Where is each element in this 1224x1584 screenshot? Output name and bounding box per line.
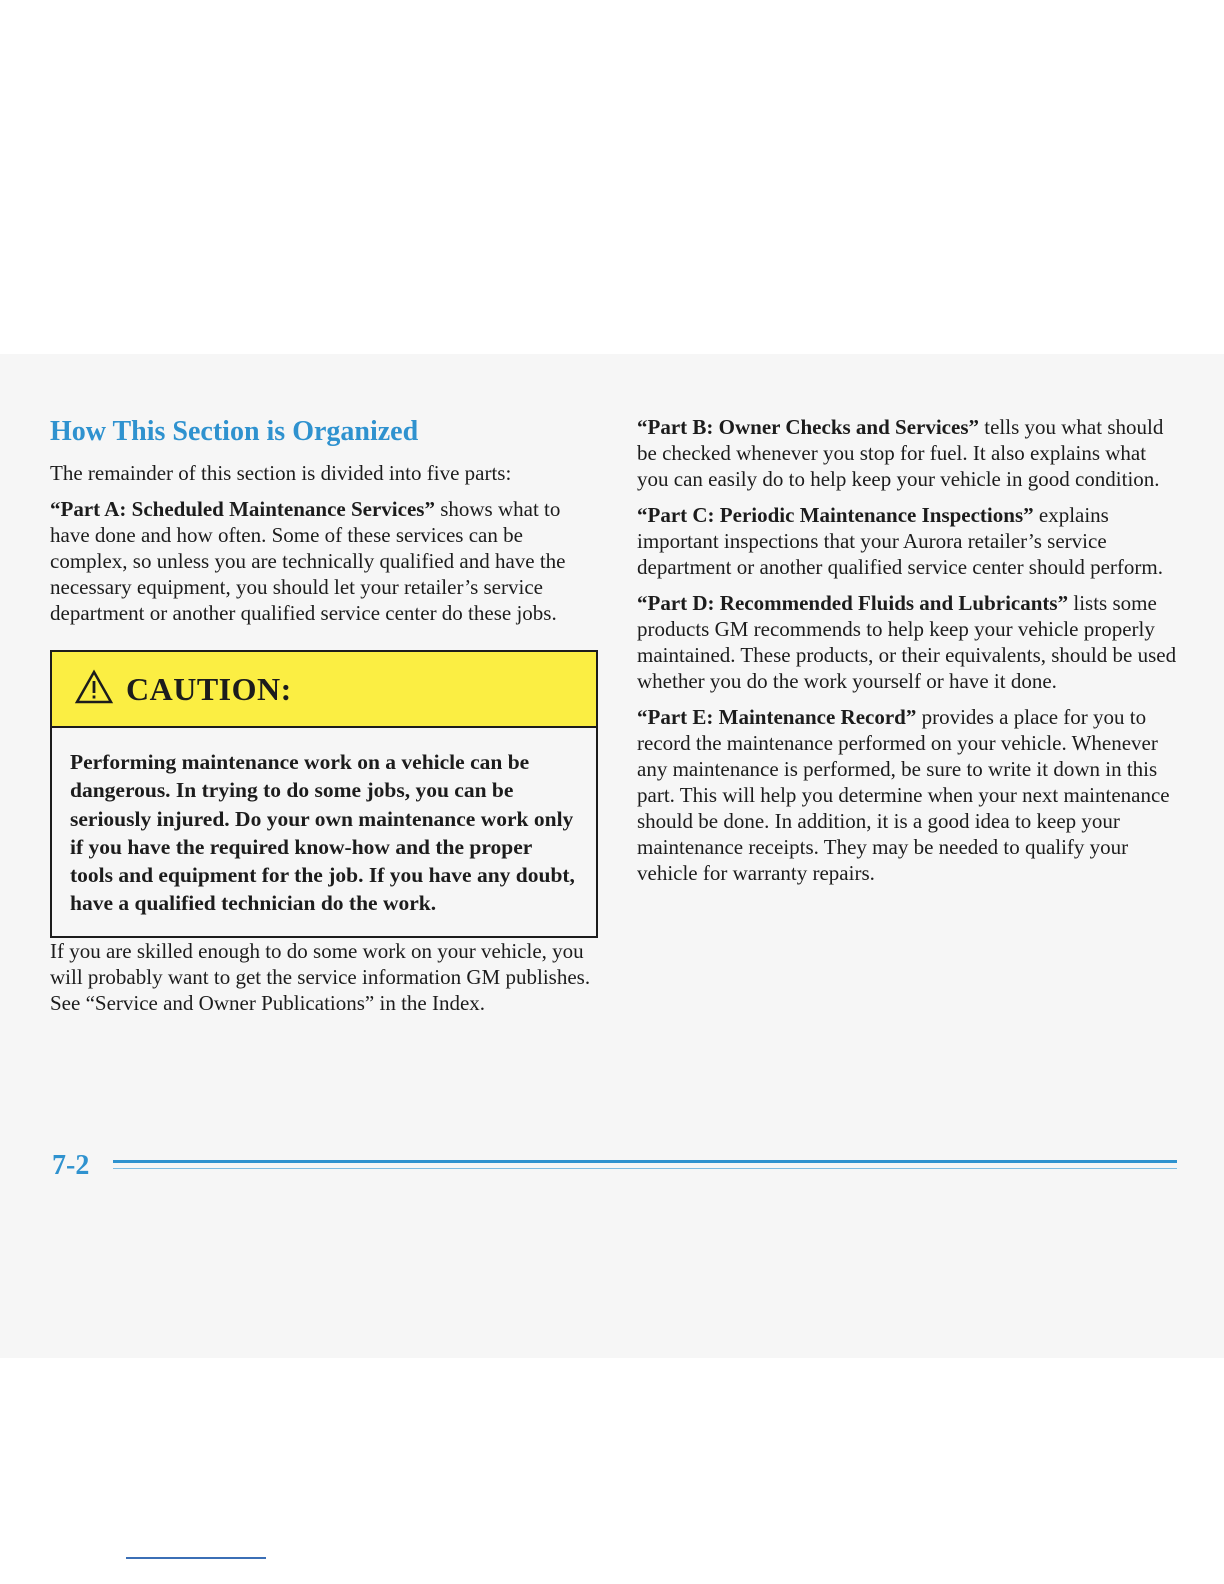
footer-rule xyxy=(113,1160,1177,1163)
part-d-paragraph xyxy=(637,590,1182,694)
part-a-text: shows what to have done and how often. Some of these services can be complex, so unless you are technically qualified and have the necessary equipment, you should let your retailer’s service department or another qualified service center do these jobs. xyxy=(50,497,566,625)
part-c-title: “Part C: Periodic Maintenance Inspections” xyxy=(637,503,1034,527)
warning-triangle-icon xyxy=(74,669,114,710)
part-b-title: “Part B: Owner Checks and Services” xyxy=(637,415,979,439)
footer-rule-thin xyxy=(113,1168,1177,1169)
right-column xyxy=(637,414,1182,896)
caution-box xyxy=(50,650,598,938)
part-a-title: “Part A: Scheduled Maintenance Services” xyxy=(50,497,435,521)
part-c-paragraph xyxy=(637,502,1182,580)
part-e-title: “Part E: Maintenance Record” xyxy=(637,705,917,729)
caution-title: CAUTION: xyxy=(126,670,292,707)
part-b-text: tells you what should be checked whenever you stop for fuel. It also explains what you can easily do to help keep your vehicle in good condition. xyxy=(637,415,1164,491)
intro-paragraph: The remainder of this section is divided into five parts: xyxy=(50,461,512,485)
closing-paragraph: If you are skilled enough to do some work on your vehicle, you will probably want to get the service information GM publishes. See “Service and Owner Publications” in the Index. xyxy=(50,938,591,1015)
part-e-paragraph xyxy=(637,704,1182,886)
part-c-text: explains important inspections that your Aurora retailer’s service department or another qualified service center should perform. xyxy=(637,503,1163,579)
section-heading: How This Section is Organized xyxy=(50,416,419,447)
caution-text: Performing maintenance work on a vehicle can be dangerous. In trying to do some jobs, you can be seriously injured. Do your own maintenance work only if you have the required know-how and the proper tools and equipment for the job. If you have any doubt, have a qualified technician do the work. xyxy=(70,750,575,916)
page-number: 7-2 xyxy=(52,1150,90,1181)
part-d-text: lists some products GM recommends to help keep your vehicle properly maintained. These products, or their equivalents, should be used whether you do the work yourself or have it done. xyxy=(637,591,1177,693)
bottom-underline xyxy=(126,1557,266,1559)
part-d-title: “Part D: Recommended Fluids and Lubricants” xyxy=(637,591,1069,615)
part-b-paragraph xyxy=(637,414,1182,492)
left-column xyxy=(50,414,600,1026)
caution-header xyxy=(52,652,596,728)
part-a-paragraph xyxy=(50,496,600,626)
part-e-text: provides a place for you to record the maintenance performed on your vehicle. Whenever any maintenance is performed, be sure to write it down in this part. This will help you determine when your next maintenance should be done. In addition, it is a good idea to keep your maintenance receipts. They may be needed to qualify your vehicle for warranty repairs. xyxy=(637,705,1170,885)
